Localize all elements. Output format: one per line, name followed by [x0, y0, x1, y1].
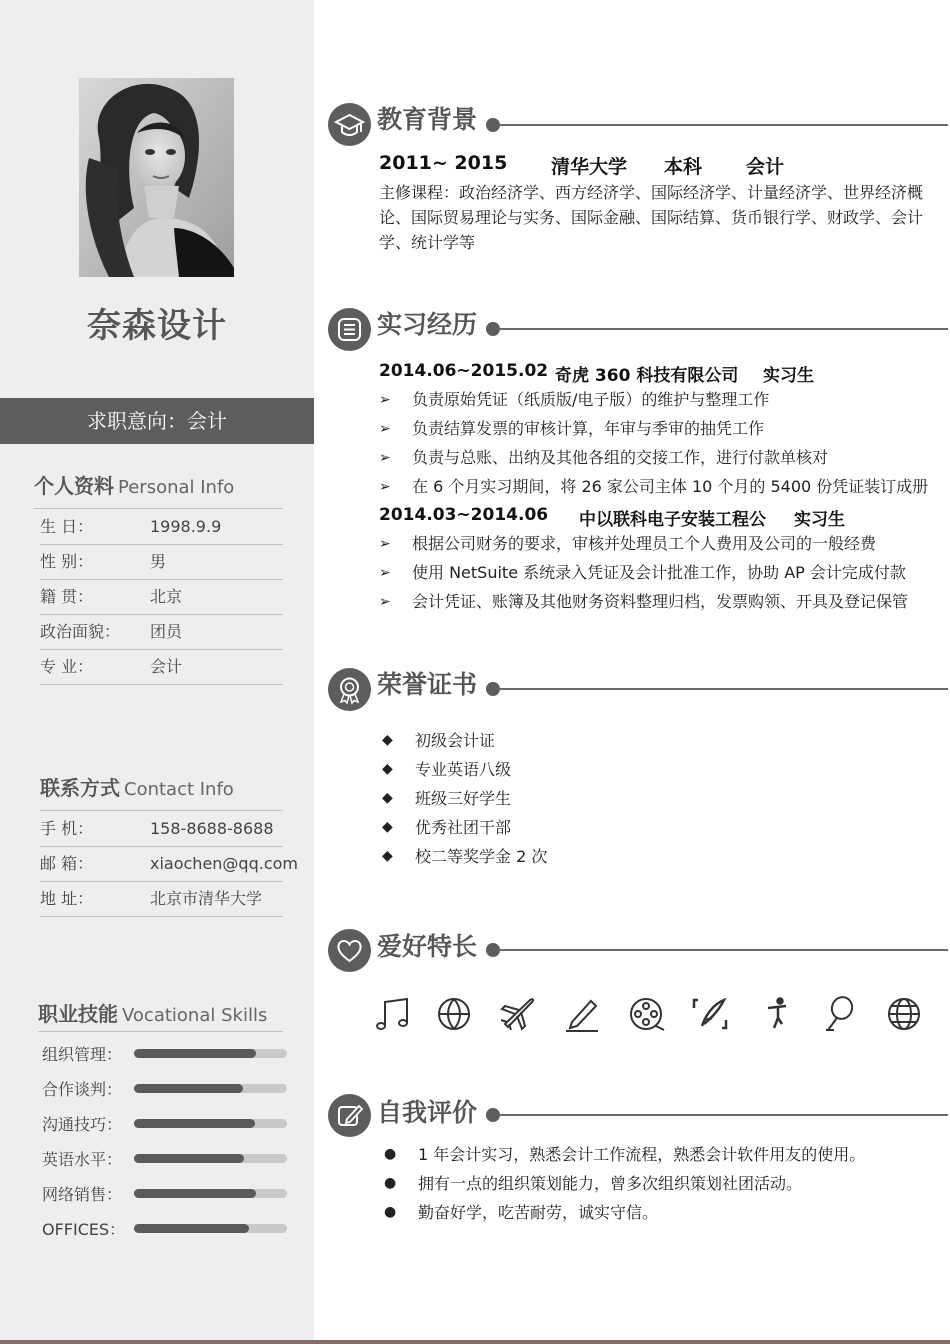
airplane-icon — [497, 994, 537, 1034]
info-value: 158-8688-8688 — [150, 819, 274, 838]
arrow-bullet-icon: ➢ — [379, 392, 391, 408]
diamond-bullet-icon: ◆ — [382, 790, 393, 806]
arrow-bullet-icon: ➢ — [379, 479, 391, 495]
personal-info-title: 个人资料 — [34, 474, 114, 498]
contact-info-rule — [40, 810, 283, 811]
info-label: 专 业： — [40, 657, 94, 676]
basketball-icon — [434, 994, 474, 1034]
arrow-bullet-icon: ➢ — [379, 594, 391, 610]
skill-label: 英语水平： — [42, 1150, 123, 1169]
dance-icon — [756, 994, 796, 1034]
dot-bullet-icon: ● — [384, 1175, 397, 1191]
job-company: 中以联科电子安装工程公 — [579, 510, 766, 530]
skill-bar-fill — [134, 1119, 255, 1128]
skill-label: 合作谈判： — [42, 1080, 123, 1099]
job-role: 实习生 — [763, 366, 814, 386]
education-degree: 本科 — [664, 156, 703, 178]
skills-title: 职业技能 — [38, 1002, 118, 1026]
info-row — [40, 847, 298, 882]
skill-label: 组织管理： — [42, 1045, 123, 1064]
diamond-bullet-icon: ◆ — [382, 761, 393, 777]
pen-icon — [562, 994, 602, 1034]
education-years: 2011~ 2015 — [379, 152, 508, 174]
profile-photo — [79, 78, 234, 277]
info-label: 政治面貌： — [40, 622, 121, 641]
info-value: 1998.9.9 — [150, 517, 222, 536]
skill-row — [42, 1180, 292, 1210]
arrow-bullet-icon: ➢ — [379, 450, 391, 466]
self-eval-title: 自我评价 — [377, 1098, 478, 1127]
info-label: 性 别： — [40, 552, 94, 571]
job-intent-banner: 求职意向：会计 — [0, 398, 314, 444]
badminton-icon — [820, 994, 860, 1034]
job-company: 奇虎 360 科技有限公司 — [555, 366, 739, 386]
self-eval-title-line — [498, 1114, 948, 1116]
skill-bar-fill — [134, 1224, 249, 1233]
arrow-bullet-icon: ➢ — [379, 421, 391, 437]
job-period: 2014.03~2014.06 — [379, 505, 549, 525]
bottom-accent-bar — [0, 1340, 950, 1344]
diamond-bullet-icon: ◆ — [382, 732, 393, 748]
info-label: 生 日： — [40, 517, 94, 536]
skill-bar-track — [134, 1119, 287, 1128]
info-value: xiaochen@qq.com — [150, 854, 298, 873]
heart-icon — [328, 929, 371, 972]
info-label: 籍 贯： — [40, 587, 94, 606]
arrow-bullet-icon: ➢ — [379, 565, 391, 581]
contact-info-heading — [40, 772, 234, 801]
diamond-bullet-icon: ◆ — [382, 848, 393, 864]
diamond-bullet-icon: ◆ — [382, 819, 393, 835]
info-value: 北京 — [150, 587, 183, 606]
contact-info-title-en: Contact Info — [124, 779, 234, 800]
document-icon — [328, 308, 371, 351]
skill-bar-fill — [134, 1154, 244, 1163]
info-row — [40, 580, 283, 615]
skill-row — [42, 1145, 292, 1175]
skill-bar-fill — [134, 1084, 243, 1093]
edit-icon — [328, 1094, 371, 1137]
info-label: 邮 箱： — [40, 854, 94, 873]
internship-title-line — [498, 328, 948, 330]
arrow-bullet-icon: ➢ — [379, 536, 391, 552]
film-reel-icon — [626, 994, 666, 1034]
candidate-name: 奈森设计 — [87, 306, 227, 346]
info-row — [40, 615, 283, 650]
info-row — [40, 812, 283, 847]
music-icon — [372, 994, 412, 1034]
honors-title-line — [498, 688, 948, 690]
internship-title: 实习经历 — [377, 310, 478, 339]
skills-rule — [38, 1031, 283, 1032]
honors-title: 荣誉证书 — [377, 670, 478, 699]
skill-row — [42, 1110, 292, 1140]
personal-info-rule — [34, 508, 283, 509]
globe-icon — [884, 994, 924, 1034]
dot-bullet-icon: ● — [384, 1204, 397, 1220]
skill-bar-track — [134, 1189, 287, 1198]
skill-label: OFFICES： — [42, 1220, 126, 1239]
skill-bar-fill — [134, 1189, 256, 1198]
skill-bar-track — [134, 1084, 287, 1093]
info-row — [40, 545, 283, 580]
skill-row — [42, 1215, 292, 1245]
info-value: 会计 — [150, 657, 183, 676]
education-major: 会计 — [746, 156, 785, 178]
graduation-cap-icon — [328, 103, 371, 146]
info-value: 团员 — [150, 622, 183, 641]
dot-bullet-icon: ● — [384, 1146, 397, 1162]
info-value: 北京市清华大学 — [150, 889, 263, 908]
writing-icon — [690, 994, 730, 1034]
skill-bar-track — [134, 1049, 287, 1058]
contact-info-title: 联系方式 — [40, 776, 120, 800]
info-label: 地 址： — [40, 889, 94, 908]
skills-title-en: Vocational Skills — [122, 1005, 268, 1026]
hobbies-title-line — [498, 949, 948, 951]
sidebar — [0, 0, 314, 1344]
skill-bar-fill — [134, 1049, 256, 1058]
skill-bar-track — [134, 1154, 287, 1163]
skill-row — [42, 1075, 292, 1105]
personal-info-heading — [34, 470, 234, 499]
info-row — [40, 882, 283, 917]
skills-heading — [38, 998, 267, 1027]
skill-label: 沟通技巧： — [42, 1115, 123, 1134]
skill-row — [42, 1040, 292, 1070]
hobbies-title: 爱好特长 — [377, 932, 478, 961]
skill-bar-track — [134, 1224, 287, 1233]
personal-info-title-en: Personal Info — [118, 477, 235, 498]
info-label: 手 机： — [40, 819, 94, 838]
skill-label: 网络销售： — [42, 1185, 123, 1204]
job-role: 实习生 — [794, 510, 845, 530]
education-title-line — [498, 124, 948, 126]
job-period: 2014.06~2015.02 — [379, 361, 549, 381]
info-row — [40, 510, 283, 545]
education-school: 清华大学 — [551, 156, 628, 178]
education-title: 教育背景 — [377, 105, 478, 134]
info-row — [40, 650, 283, 685]
award-badge-icon — [328, 668, 371, 711]
education-courses: 主修课程：政治经济学、西方经济学、国际经济学、计量经济学、世界经济概论、国际贸易理论与实务、国际金融、国际结算、货币银行学、财政学、会计学、统计学等 — [379, 183, 924, 252]
info-value: 男 — [150, 552, 167, 571]
